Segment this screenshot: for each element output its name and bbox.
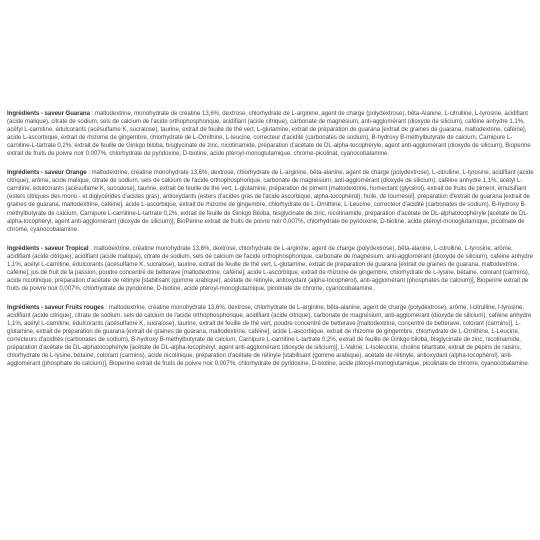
section-text-guarana: maltodextrine, monohydrate de créatine 13,6%, dextrose, chlorhydrate de L-arginine, agent de charge (polydextrose), bêta-Alanine, L-citrulline, L-tyrosine, acidifiant (acide malique), citrate de sodium, sels de calcium de l'acide orthophosphorique, acidifiant (acide citrique), carbonate de magnésium, anti-agglomérant (dioxyde de silicium), caféine anhydre 1,1%, acétyl L-carnitine, édulcorants (acésulfame K, sucralose), taurine, extrait de feuille de thé vert, L-glutamine, extrait de préparation de guarana [extrait de graines de guarana, maltodextrine, caféine], acide L-ascorbique, extrait de rhizome de gingembre, chlorhydrate de L-Ornithine, L-leucine, correcteur d'acidité (carbonates de sodium), B-hydroxy B-méthylbutyrate de calcium, Carnipure L-carnitine-L-tartrate 0,2%, extrait de feuille de Ginkgo biloba, bisglycinate de zinc, nicotinamide, préparation d'acétate de DL-alpha-tocophéryle, agent anti-agglomérant (dioxyde de silicium), Bioperine extrait de fruits de poivre noir 0,007%, chlorhydrate de pyridoxine, D-biotine, acide ptéroyl-monoglutamique, chrome-picolinat, cyanocobalamine.	[7, 110, 531, 158]
section-text-fruits-rouges: maltodextrine, créatine monohydrate 13,6%, dextrose, chlorhydrate de L-arginine, bêta-alanine, agent de charge (polydextrose), arôme, l-citrulline, l-tyrosine, acidifiant (acide citrique), citrate de sodium, sels de calcium de l'acide orthophosphorique, acidifiant (acide citrique), carbonate de magnésium, anti-agglomérant (dioxyde de silicium), caféine anhydre 1,1%, acétyl L-carnitine, édulcorants (acésulfame K, sucralose), taurine, extrait de feuille de thé vert, poudre concentré de betterave [maltodextrine, concentré de betterave, colorant (carmins)], L-glutamine, extrait de préparation de guarana [extrait de graines de guarana, maltodextrine, caféine], acide L-ascorbique, extrait de rhizome de gingembre, chlorhydrate de L-Ornithine, L-Leucine, correcteurs d'acidités (carbonates de sodium), B-hydroxy B-méthylbutyrate de calcium, Carnipure L-carnitine L-tartrate 0,2%, extrait de feuille de Ginkgo biloba, bisglycinate de zinc, nicotinamide, préparation d'acétate de DL-alphatocophéryle [acétate de DL-alpha-tocophéryl, agent anti-agglomérant (dioxyde de silicium)], L-Valine, L-Isoleucine, choline bitartrate, extrait de pépins de raisins, chlorhydrate de L-lysine, bétaine, colorant (carmins), acide nicotinique, préparation d'acétate de rétinyle [stabilisant (gomme arabique), acétate de rétinyle, antioxydant (alpha-tocophérol), anti-agglomérant (phosphate de calcium)], Bioperine extrait de fruits de poivre noir 0,007%, chlorhydrate de pyridoxine, D-biotine, acide ptéroyl-monoglutamique, picolinate de chrome, cyanocobalamine.	[7, 303, 532, 368]
ingredients-guarana: Ingrédients - saveur Guarana : maltodextrine, monohydrate de créatine 13,6%, dextrose, chlorhydrate de L-arginine, agent de charge (polydextrose), bêta-Alanine, L-citrulline, L-tyrosine, acidifiant (acide malique), citrate de sodium, sels de calcium de l'acide orthophosphorique, acidifiant (acide citrique), carbonate de magnésium, anti-agglomérant (dioxyde de silicium), caféine anhydre 1,1%, acétyl L-carnitine, édulcorants (acésulfame K, sucralose), taurine, extrait de feuille de thé vert, L-glutamine, extrait de préparation de guarana [extrait de graines de guarana, maltodextrine, caféine], acide L-ascorbique, extrait de rhizome de gingembre, chlorhydrate de L-Ornithine, L-leucine, correcteur d'acidité (carbonates de sodium), B-hydroxy B-méthylbutyrate de calcium, Carnipure L-carnitine-L-tartrate 0,2%, extrait de feuille de Ginkgo biloba, bisglycinate de zinc, nicotinamide, préparation d'acétate de DL-alpha-tocophéryle, agent anti-agglomérant (dioxyde de silicium), Bioperine extrait de fruits de poivre noir 0,007%, chlorhydrate de pyridoxine, D-biotine, acide ptéroyl-monoglutamique, chrome-picolinat, cyanocobalamine.	[7, 110, 531, 158]
section-text-tropical: maltodextrine, créatine monohydrate 13,6%, dextrose, chlorhydrate de L-arginine, agent de charge (polydextrose), bêta-alanine, L-citrulline, L-tyrosine, arôme, acidifiant (acide citrique), acidifiant (acide malique), citrate de sodium, sels de calcium de l'acide orthophosphorique, carbonate de magnésium, anti-agglomérant (dioxyde de silicium), caféine anhydre 1,1%, acétyl L-carnitine, édulcorants (acésulfame K, sucralose), taurine, extrait de feuille de thé vert, L-glutamine, extrait de préparation de guarana [extrait de graines de guarana, maltodextrine, caféine], jus de fruit de la passion, poudre concentré de betterave [maltodextrine, caféine], acide L-ascorbique, extrait de rhizome de gingembre, chlorhydrate de L-lysine, bétaine, colorant (carmins), acide nicotinique, préparation d'acétate de rétinyle [stabilisant (gomme arabique), acétate de rétinyle, antioxydant (alpha-tocophérol), anti-agglomérant (phosphates de calcium)], Bioperine extrait de fruits de poivre noir 0,007%, chlorhydrate de pyridoxine, D-biotine, acide ptéroyl-monoglutamique, picolinate de chrome, cyanocobalamine.	[7, 244, 533, 292]
ingredients-tropical: Ingrédients - saveur Tropical : maltodextrine, créatine monohydrate 13,6%, dextrose, chlorhydrate de L-arginine, agent de charge (polydextrose), bêta-alanine, L-citrulline, L-tyrosine, arôme, acidifiant (acide citrique), acidifiant (acide malique), citrate de sodium, sels de calcium de l'acide orthophosphorique, carbonate de magnésium, anti-agglomérant (dioxyde de silicium), caféine anhydre 1,1%, acétyl L-carnitine, édulcorants (acésulfame K, sucralose), taurine, extrait de feuille de thé vert, L-glutamine, extrait de préparation de guarana [extrait de graines de guarana, maltodextrine, caféine], jus de fruit de la passion, poudre concentré de betterave [maltodextrine, caféine], acide L-ascorbique, extrait de rhizome de gingembre, chlorhydrate de L-lysine, bétaine, colorant (carmins), acide nicotinique, préparation d'acétate de rétinyle [stabilisant (gomme arabique), acétate de rétinyle, antioxydant (alpha-tocophérol), anti-agglomérant (phosphates de calcium)], Bioperine extrait de fruits de poivre noir 0,007%, chlorhydrate de pyridoxine, D-biotine, acide ptéroyl-monoglutamique, picolinate de chrome, cyanocobalamine.	[7, 244, 533, 292]
section-label-orange: Ingrédients - saveur Orange	[7, 169, 87, 177]
ingredients-document	[7, 110, 535, 379]
section-text-orange: maltodextrine, créatine monohydrate 13,6%, dextrose, chlorhydrate de L-arginine, bêta-alanine, agent de charge (polydextrose), L-citrulline, L-tyrosine, acidifiant (acide citrique), arôme, acide malique, citrate de sodium, sels de calcium de l'acide orthophosphorique, carbonate de magnésium, anti-agglomérant (dioxyde de silicium), caféine anhydre 1,1%, acétyl L-carnitine, édulcorants (acésulfame K, sucralose), taurine, extrait de feuille de thé vert, L-glutamine, préparation de piment [maltodextrine, humectant (glycérol), extrait de fruits de piment, émulsifiant (esters citriques des mono - et diglycérides d'acides gras), antioxydants (esters d'acides gras de l'acide ascorbique, alpha-tocophérol), huile, de tournesol], préparation d'extrait de guarana [extrait de graines de guarana, maltodextrine, caféine], acide L-ascorbique, extrait de rhizome de gingembre, chlorhydrate de L-Ornithine, L-Leucine, correcteur d'acidité (carbonates de sodium), B-hydroxy B-méthylbutyrate de calcium, Carnipure L-carnitine-L-tartrate 0,2%, extrait de feuille de Ginkgo Biloba, bisglycinate de zinc, nicotinamide, préparation d'acétate de DL-alphatocophéryle [acétate de DL-alpha-tocophéryl, agent anti-agglomérant (dioxyde de silicium)], BioPerine extrait de fruits de poivre noir 0,007%, chlorhydrate de pyridoxine, D-biotine, acide ptéroyl-monoglutamique, picolinate de chrome, cyanocobalamine.	[7, 169, 534, 233]
section-label-guarana: Ingrédients - saveur Guarana	[7, 110, 90, 117]
ingredients-orange: Ingrédients - saveur Orange : maltodextrine, créatine monohydrate 13,6%, dextrose, chlorhydrate de L-arginine, bêta-alanine, agent de charge (polydextrose), L-citrulline, L-tyrosine, acidifiant (acide citrique), arôme, acide malique, citrate de sodium, sels de calcium de l'acide orthophosphorique, carbonate de magnésium, anti-agglomérant (dioxyde de silicium), caféine anhydre 1,1%, acétyl L-carnitine, édulcorants (acésulfame K, sucralose), taurine, extrait de feuille de thé vert, L-glutamine, préparation de piment [maltodextrine, humectant (glycérol), extrait de fruits de piment, émulsifiant (esters citriques des mono - et diglycérides d'acides gras), antioxydants (esters d'acides gras de l'acide ascorbique, alpha-tocophérol), huile, de tournesol], préparation d'extrait de guarana [extrait de graines de guarana, maltodextrine, caféine], acide L-ascorbique, extrait de rhizome de gingembre, chlorhydrate de L-Ornithine, L-Leucine, correcteur d'acidité (carbonates de sodium), B-hydroxy B-méthylbutyrate de calcium, Carnipure L-carnitine-L-tartrate 0,2%, extrait de feuille de Ginkgo Biloba, bisglycinate de zinc, nicotinamide, préparation d'acétate de DL-alphatocophéryle [acétate de DL-alpha-tocophéryl, agent anti-agglomérant (dioxyde de silicium)], BioPerine extrait de fruits de poivre noir 0,007%, chlorhydrate de pyridoxine, D-biotine, acide ptéroyl-monoglutamique, picolinate de chrome, cyanocobalamine.	[7, 169, 534, 233]
ingredients-fruits-rouges: Ingrédients - saveur Fruits rouges : maltodextrine, créatine monohydrate 13,6%, dextrose, chlorhydrate de L-arginine, bêta-alanine, agent de charge (polydextrose), arôme, l-citrulline, l-tyrosine, acidifiant (acide citrique), citrate de sodium, sels de calcium de l'acide orthophosphorique, acidifiant (acide citrique), carbonate de magnésium, anti-agglomérant (dioxyde de silicium), caféine anhydre 1,1%, acétyl L-carnitine, édulcorants (acésulfame K, sucralose), taurine, extrait de feuille de thé vert, poudre concentré de betterave [maltodextrine, concentré de betterave, colorant (carmins)], L-glutamine, extrait de préparation de guarana [extrait de graines de guarana, maltodextrine, caféine], acide L-ascorbique, extrait de rhizome de gingembre, chlorhydrate de L-Ornithine, L-Leucine, correcteurs d'acidités (carbonates de sodium), B-hydroxy B-méthylbutyrate de calcium, Carnipure L-carnitine L-tartrate 0,2%, extrait de feuille de Ginkgo biloba, bisglycinate de zinc, nicotinamide, préparation d'acétate de DL-alphatocophéryle [acétate de DL-alpha-tocophéryl, agent anti-agglomérant (dioxyde de silicium)], L-Valine, L-Isoleucine, choline bitartrate, extrait de pépins de raisins, chlorhydrate de L-lysine, bétaine, colorant (carmins), acide nicotinique, préparation d'acétate de rétinyle [stabilisant (gomme arabique), acétate de rétinyle, antioxydant (alpha-tocophérol), anti-agglomérant (phosphate de calcium)], Bioperine extrait de fruits de poivre noir 0,007%, chlorhydrate de pyridoxine, D-biotine, acide ptéroyl-monoglutamique, picolinate de chrome, cyanocobalamine.	[7, 303, 532, 368]
section-label-fruits-rouges: Ingrédients - saveur Fruits rouges	[7, 303, 104, 311]
section-label-tropical: Ingrédients - saveur Tropical	[7, 244, 89, 252]
